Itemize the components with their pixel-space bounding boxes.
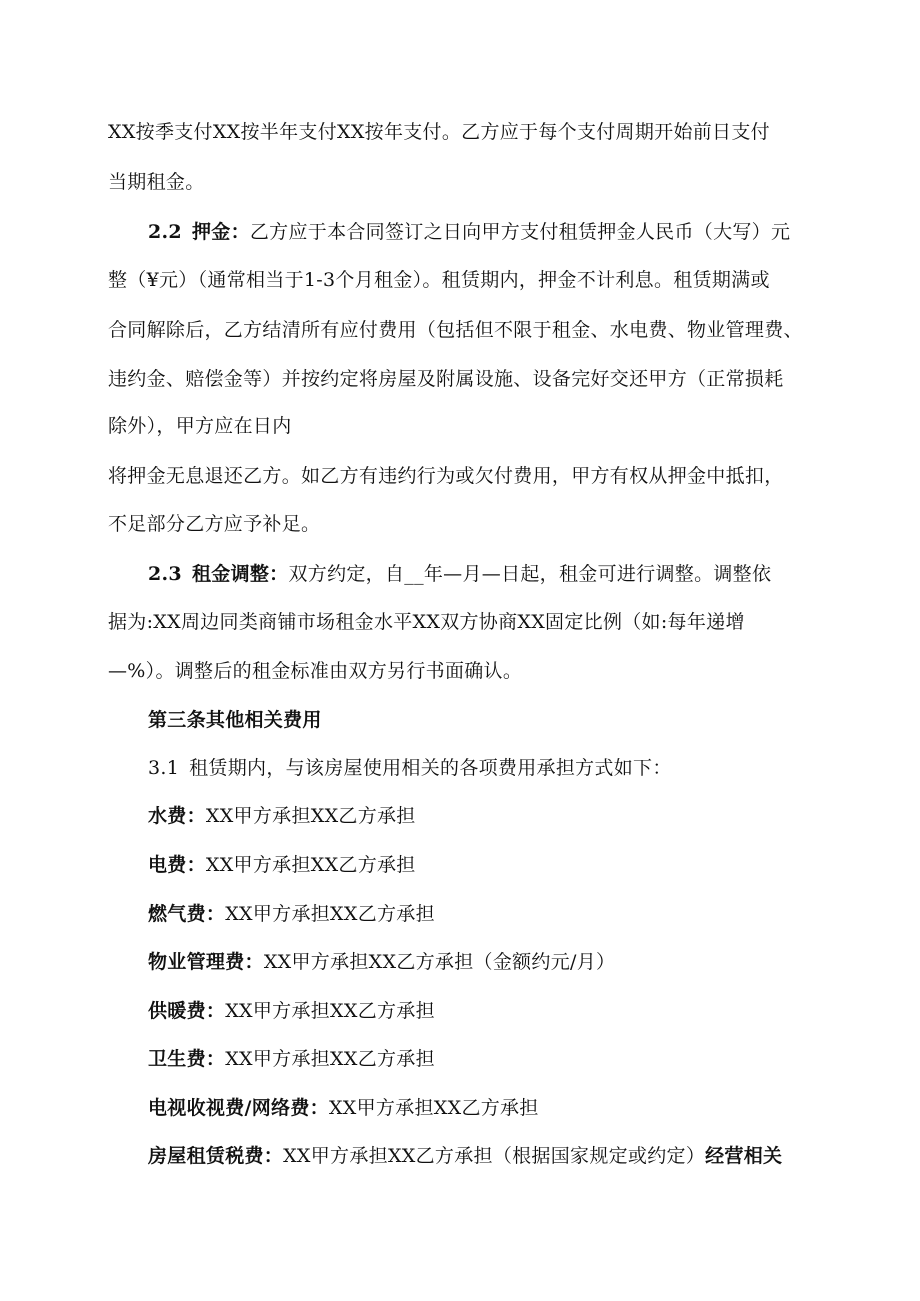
paragraph-line — [108, 170, 205, 194]
paragraph-line — [108, 268, 770, 292]
fee-label: 物业管理费： — [148, 951, 264, 973]
fee-label: 卫生费： — [148, 1048, 226, 1070]
article-3-title — [148, 708, 322, 732]
section-2-2-heading-line — [148, 220, 790, 244]
text-span: 将押金无息退还乙方。如乙方有违约行为或欠付费用，甲方有权从押金中抵扣， — [108, 465, 784, 487]
fee-text: XX甲方承担XX乙方承担 — [225, 1048, 435, 1070]
text-span: 除外），甲方应在日内 — [108, 415, 292, 437]
text-span: 违约金、赔偿金等）并按约定将房屋及附属设施、设备完好交还甲方（正常损耗 — [108, 368, 784, 390]
text-span: 不足部分乙方应予补足。 — [108, 513, 321, 535]
fee-label: 供暖费： — [148, 1000, 226, 1022]
section-3-1-line — [148, 756, 672, 780]
section-number: 3.1 — [148, 757, 180, 779]
fee-item-heating — [148, 999, 435, 1023]
fee-text: XX甲方承担XX乙方承担 — [225, 903, 435, 925]
fee-text: XX甲方承担XX乙方承担 — [328, 1097, 539, 1119]
text-span: 乙方应于本合同签订之日向甲方支付租赁押金人民币（大写）元 — [249, 221, 791, 243]
paragraph-line — [108, 120, 770, 144]
text-span: 整（¥元）（通常相当于1-3个月租金）。租赁期内，押金不计利息。租赁期满或 — [108, 269, 770, 291]
text-span: —%）。调整后的租金标准由双方另行书面确认。 — [108, 660, 523, 682]
fee-item-gas — [148, 902, 435, 926]
section-2-3-heading-line — [148, 562, 771, 586]
section-title: 租金调整： — [191, 563, 289, 585]
fee-item-property-management — [148, 950, 615, 974]
text-span: 当期租金。 — [108, 171, 205, 193]
fee-text: XX甲方承担XX乙方承担 — [205, 805, 416, 827]
paragraph-line — [108, 610, 745, 634]
text-span: XX按季支付XX按半年支付XX按年支付。乙方应于每个支付周期开始前日支付 — [108, 121, 770, 143]
text-span: 第三条其他相关费用 — [148, 709, 322, 731]
fee-text: XX甲方承担XX乙方承担 — [205, 854, 416, 876]
paragraph-line — [108, 367, 784, 391]
paragraph-line — [108, 318, 803, 342]
section-number: 2.2 — [148, 221, 182, 243]
fee-tail: 经营相关 — [705, 1145, 783, 1167]
fee-item-rental-tax — [148, 1144, 782, 1168]
paragraph-line — [108, 659, 522, 683]
fee-item-electricity — [148, 853, 416, 877]
fee-text: XX甲方承担XX乙方承担（金额约元/月） — [263, 951, 616, 973]
fee-item-sanitation — [148, 1047, 435, 1071]
fee-item-tv-network — [148, 1096, 539, 1120]
text-span: 合同解除后，乙方结清所有应付费用（包括但不限于租金、水电费、物业管理费、 — [108, 319, 803, 341]
paragraph-line — [108, 512, 320, 536]
section-title: 押金： — [191, 221, 250, 243]
fee-text: XX甲方承担XX乙方承担 — [225, 1000, 435, 1022]
paragraph-line — [108, 464, 784, 488]
fee-label: 燃气费： — [148, 903, 226, 925]
section-number: 2.3 — [148, 563, 182, 585]
text-span: 租赁期内，与该房屋使用相关的各项费用承担方式如下： — [189, 757, 672, 779]
text-span: 双方约定，自__年—月—日起，租金可进行调整。调整依 — [288, 563, 772, 585]
paragraph-line — [108, 414, 292, 438]
fee-label: 水费： — [148, 805, 206, 827]
fee-label: 电费： — [148, 854, 206, 876]
text-span: 据为:XX周边同类商铺市场租金水平XX双方协商XX固定比例（如:每年递增 — [108, 611, 745, 633]
fee-text: XX甲方承担XX乙方承担（根据国家规定或约定） — [283, 1145, 706, 1167]
fee-label: 房屋租赁税费： — [148, 1145, 284, 1167]
fee-label: 电视收视费/网络费： — [148, 1097, 329, 1119]
fee-item-water — [148, 804, 416, 828]
